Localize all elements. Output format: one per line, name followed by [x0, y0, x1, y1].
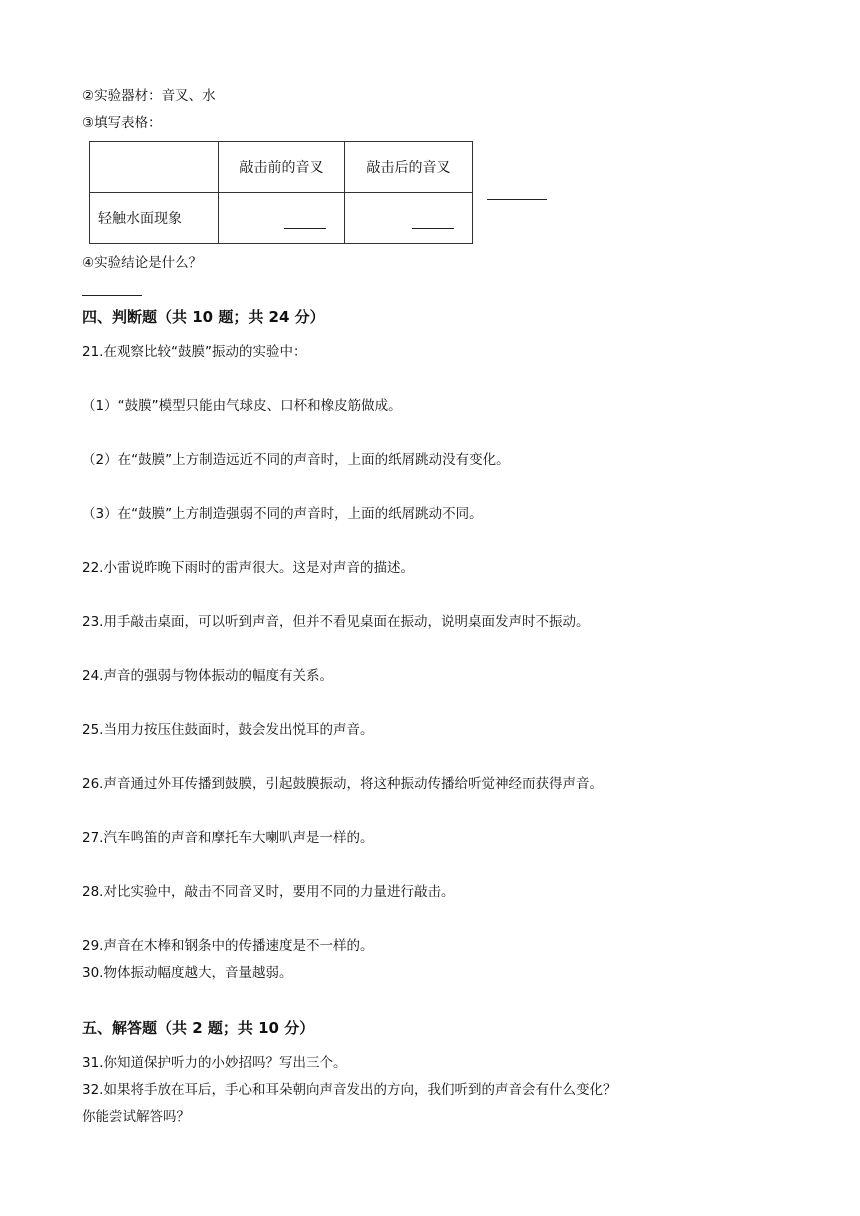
section-title-answer: 五、解答题（共 2 题；共 10 分） [82, 1019, 315, 1037]
materials-line: ②实验器材：音叉、水 [82, 88, 216, 104]
answer-blank-table-side[interactable] [487, 199, 547, 200]
answer-blank-conclusion[interactable] [82, 295, 142, 296]
question-item: 27.汽车鸣笛的声音和摩托车大喇叭声是一样的。 [82, 830, 374, 846]
table-header-empty [90, 142, 219, 193]
question-item: （1）“鼓膜”模型只能由气球皮、口杯和橡皮筋做成。 [82, 398, 402, 414]
answer-blank [284, 228, 326, 229]
question-item: 26.声音通过外耳传播到鼓膜，引起鼓膜振动，将这种振动传播给听觉神经而获得声音。 [82, 776, 603, 792]
question-item: 你能尝试解答吗？ [82, 1109, 190, 1125]
table-header-before: 敲击前的音叉 [219, 142, 345, 193]
question-item: 21.在观察比较“鼓膜”振动的实验中： [82, 344, 307, 360]
question-item: （3）在“鼓膜”上方制造强弱不同的声音时，上面的纸屑跳动不同。 [82, 506, 483, 522]
table-row [90, 193, 473, 244]
table-row-label: 轻触水面现象 [90, 193, 219, 244]
answer-cell-after[interactable] [345, 193, 473, 244]
table-header-after: 敲击后的音叉 [345, 142, 473, 193]
question-item: 25.当用力按压住鼓面时，鼓会发出悦耳的声音。 [82, 722, 374, 738]
conclusion-question: ④实验结论是什么？ [82, 255, 203, 271]
question-item: 24.声音的强弱与物体振动的幅度有关系。 [82, 668, 333, 684]
question-item: 32.如果将手放在耳后，手心和耳朵朝向声音发出的方向，我们听到的声音会有什么变化？ [82, 1082, 617, 1098]
question-item: 29.声音在木棒和钢条中的传播速度是不一样的。 [82, 938, 374, 954]
question-item: 28.对比实验中，敲击不同音叉时，要用不同的力量进行敲击。 [82, 884, 455, 900]
table-header-row [90, 142, 473, 193]
fill-table-line: ③填写表格： [82, 115, 162, 131]
answer-cell-before[interactable] [219, 193, 345, 244]
question-item: 22.小雷说昨晚下雨时的雷声很大。这是对声音的描述。 [82, 560, 414, 576]
experiment-table [89, 141, 473, 244]
answer-blank [412, 228, 454, 229]
question-item: 30.物体振动幅度越大，音量越弱。 [82, 965, 293, 981]
question-item: （2）在“鼓膜”上方制造远近不同的声音时，上面的纸屑跳动没有变化。 [82, 452, 510, 468]
question-item: 23.用手敲击桌面，可以听到声音，但并不看见桌面在振动，说明桌面发声时不振动。 [82, 614, 590, 630]
question-item: 31.你知道保护听力的小妙招吗？写出三个。 [82, 1055, 347, 1071]
section-title-judgment: 四、判断题（共 10 题；共 24 分） [82, 308, 325, 326]
